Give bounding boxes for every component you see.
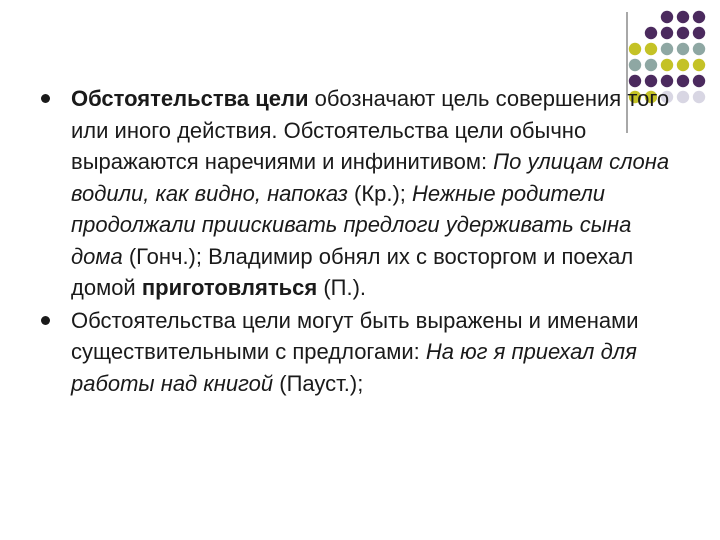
decorative-dot (677, 43, 689, 55)
bullet-marker (41, 94, 50, 103)
decorative-dot (661, 43, 673, 55)
term-bold: приготовляться (141, 275, 318, 300)
decorative-dot (677, 11, 689, 23)
text-run: обозначают цель совершения того или иного действия. Обстоятельства цели обычно выражаются наречиями и инфинитивом: (71, 86, 670, 174)
decorative-dot (693, 27, 705, 39)
text-run: (Кр.); (347, 180, 413, 206)
decorative-dot (677, 59, 689, 71)
decorative-dot (693, 91, 705, 103)
decorative-dot (693, 59, 705, 71)
example-italic: Нежные родители продолжали приискивать предлоги удерживать сына дома (71, 180, 632, 269)
decorative-dot (629, 59, 641, 71)
text-run: Обстоятельства цели могут быть выражены и именами существительными с предлогами: (71, 307, 639, 364)
decorative-dot (661, 27, 673, 39)
decorative-dot (693, 11, 705, 23)
text-run: (Пауст.); (273, 370, 364, 396)
decorative-dot (693, 43, 705, 55)
bullet-text (71, 86, 669, 300)
decorative-dot (645, 43, 657, 55)
decorative-dot (629, 43, 641, 55)
bullet-item-2 (40, 305, 680, 400)
decorative-dot (645, 27, 657, 39)
decorative-dot (661, 59, 673, 71)
decorative-dot (693, 75, 705, 87)
bullet-text (71, 308, 639, 396)
decorative-dot (661, 11, 673, 23)
decorative-dot (645, 59, 657, 71)
bullet-marker (41, 316, 50, 325)
bullet-item-1 (40, 83, 680, 304)
text-run: (Гонч.); Владимир обнял их с восторгом и поехал домой (71, 243, 634, 300)
slide-content (40, 83, 680, 399)
term-bold: Обстоятельства цели (71, 86, 309, 111)
decorative-dot (677, 27, 689, 39)
example-italic: По улицам слона водили, как видно, напоказ (71, 149, 670, 206)
example-italic: На юг я приехал для работы над книгой (71, 339, 637, 396)
text-run: (П.). (317, 275, 367, 300)
